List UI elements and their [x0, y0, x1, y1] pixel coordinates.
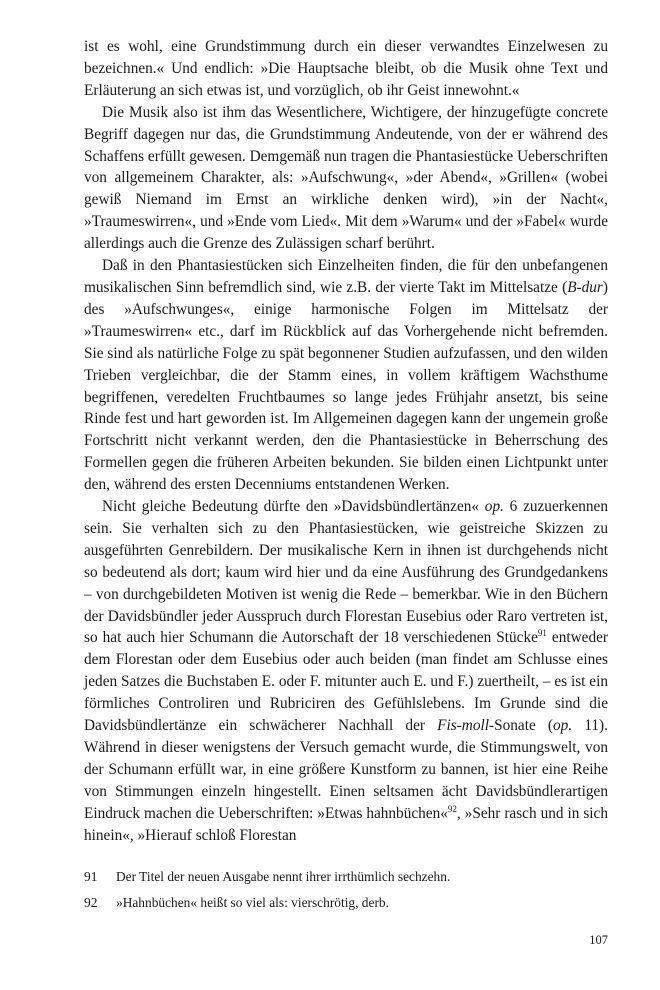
text-run: 6 zuzuerkennen sein. Sie verhalten sich zu den Phantasiestücken, wie geistreiche Skizzen zu ausgeführten Genrebildern. Der musikalische Kern in ihnen ist durchgehends nicht so bedeutend als dort; kaum wird hier und da eine Ausführung des Grundgedankens – von durchgebildeten Motiven ist wenig die Rede – bemerkbar. Wie in den Büchern der Davidsbündler jeder Ausspruch durch Florestan Eusebius oder Raro vertreten ist, so hat auch hier Schumann die Autorschaft der 18 verschiedenen Stücke — [84, 498, 608, 647]
text-run: entweder dem Florestan oder dem Eusebius oder auch beiden (man findet am Schlusse eines jeden Satzes die Buchstaben E. oder F. mitunter auch E. und F.) zuertheilt, – es ist ein förmliches Controliren und Rubriciren des Gefühlslebens. Im Grunde sind die Davidsbündlertänze ein schwächerer Nachhall der — [84, 629, 608, 735]
text-run: , »Sehr rasch und in sich hinein«, »Hierauf schloß Florestan — [84, 804, 608, 844]
text-run: ist es wohl, eine Grundstimmung durch ein dieser verwandtes Einzelwesen zu bezeichnen.« Und endlich: »Die Hauptsache bleibt, ob die Musik ohne Text und Erläuterung an sich etwas ist, und vorzüglich, ob ihr Geist innewohnt.« — [84, 38, 608, 99]
footnote-text: »Hahnbüchen« heißt so viel als: vierschrötig, derb. — [116, 895, 389, 910]
italic-text: op. — [553, 717, 573, 735]
paragraph — [84, 496, 608, 847]
footnote-text: Der Titel der neuen Ausgabe nennt ihrer irrthümlich sechzehn. — [116, 869, 451, 884]
footnote — [84, 868, 608, 886]
text-run: 11). Während in dieser wenigstens der Versuch gemacht wurde, die Stimmungswelt, von der Schumann erfüllt war, in eine größere Kunstform zu bannen, ist hier eine Reihe von Stimmungen einzeln hingestellt. Einen seltsamen ächt Davidsbündlerartigen Eindruck machen die Ueberschriften: »Etwas hahnbüchen« — [84, 717, 608, 822]
footnote-ref: 92 — [447, 803, 457, 814]
text-run: Nicht gleiche Bedeutung dürfte den »Davidsbündlertänzen« — [102, 498, 485, 516]
footnote-ref: 91 — [537, 628, 547, 639]
paragraph — [84, 36, 608, 102]
footnote-number: 92 — [84, 895, 98, 910]
italic-text: B-dur — [567, 278, 603, 296]
paragraph — [84, 102, 608, 255]
page-number: 107 — [589, 933, 608, 947]
italic-text: op. — [484, 498, 504, 516]
text-run: ) des »Aufschwunges«, einige harmonische Folgen im Mittelsatz der »Traumeswirren« etc., darf im Rückblick auf das Vorhergehende nicht befremden. Sie sind als natürliche Folge zu spät begonnener Studien aufzufassen, und den wilden Trieben vergleichbar, die der Stamm eines, in vollem kräftigem Wachsthume begriffenen, veredelten Fruchtbaumes so lange jedes Frühjahr ansetzt, bis seine Rinde fest und hart geworden ist. Im Allgemeinen dagegen kann der ungemein große Fortschritt nicht verkannt werden, den die Phantasiestücke in Beherrschung des Formellen gegen die früheren Arbeiten bekunden. Sie bilden einen Lichtpunkt unter den, während des ersten Decenniums entstandenen Werken. — [84, 278, 608, 494]
paragraph — [84, 255, 608, 496]
footnote-number: 91 — [84, 869, 98, 884]
footnote — [84, 894, 608, 912]
text-run: Daß in den Phantasiestücken sich Einzelheiten finden, die für den unbefangenen musikalischen Sinn befremdlich sind, wie z.B. der vierte Takt im Mittelsatze ( — [84, 257, 608, 296]
body-text — [84, 36, 608, 847]
text-run: Die Musik also ist ihm das Wesentlichere, Wichtigere, der hinzugefügte concrete Begriff dagegen nur das, die Grundstimmung Andeutende, von der er während des Schaffens erfüllt gewesen. Demgemäß nun tragen die Phantasiestücke Ueberschriften von allgemeinem Charakter, als: »Aufschwung«, »der Abend«, »Grillen« (wobei gewiß Niemand im Ernst an wirkliche denken wird), »in der Nacht«, »Traumeswirren«, und »Ende vom Lied«. Mit dem »Warum« und der »Fabel« wurde allerdings auch die Grenze des Zulässigen scharf berührt. — [84, 103, 608, 253]
footnotes — [84, 868, 608, 920]
text-run: -Sonate ( — [489, 717, 554, 735]
italic-text: Fis-moll — [437, 717, 489, 735]
